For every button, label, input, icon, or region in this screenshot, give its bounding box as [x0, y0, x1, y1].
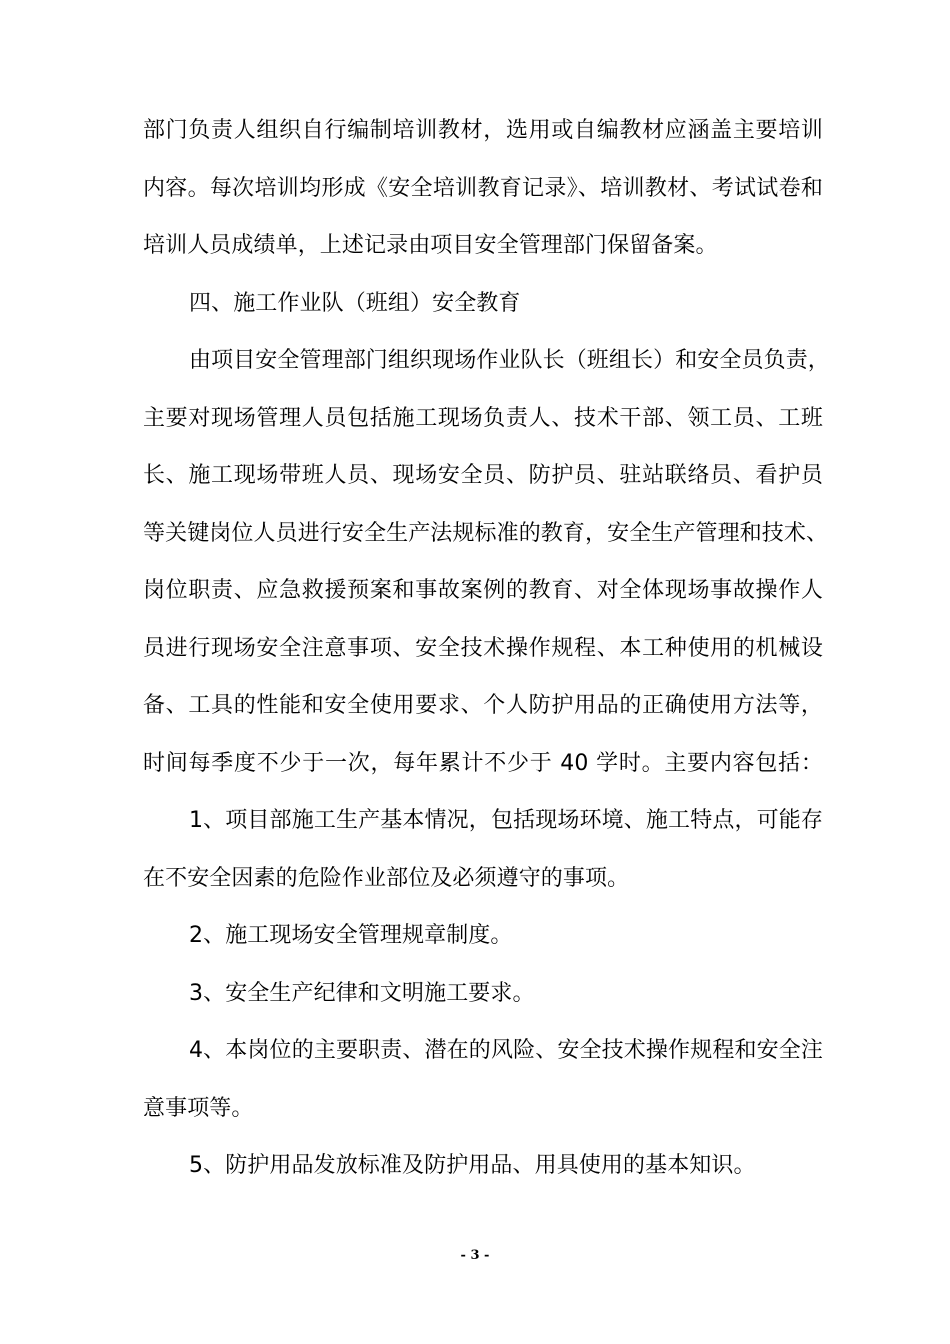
text-line: 培训人员成绩单，上述记录由项目安全管理部门保留备案。 — [143, 233, 718, 258]
text-line: 2、施工现场安全管理规章制度。 — [189, 923, 513, 948]
text-line: 部门负责人组织自行编制培训教材，选用或自编教材应涵盖主要培训 — [143, 118, 823, 143]
text-line: 四、施工作业队（班组）安全教育 — [189, 290, 521, 316]
text-line: 员进行现场安全注意事项、安全技术操作规程、本工种使用的机械设 — [143, 635, 823, 661]
text-line: 等关键岗位人员进行安全生产法规标准的教育，安全生产管理和技术、 — [143, 520, 829, 546]
text-line: 1、项目部施工生产基本情况，包括现场环境、施工特点，可能存 — [189, 808, 823, 833]
text-line: 4、本岗位的主要职责、潜在的风险、安全技术操作规程和安全注 — [189, 1038, 823, 1063]
text-line: 由项目安全管理部门组织现场作业队长（班组长）和安全员负责， — [189, 348, 830, 373]
text-line: 内容。每次培训均形成《安全培训教育记录》、培训教材、考试试卷和 — [143, 175, 823, 201]
text-line: 在不安全因素的危险作业部位及必须遵守的事项。 — [143, 865, 630, 891]
text-line: 岗位职责、应急救援预案和事故案例的教育、对全体现场事故操作人 — [143, 578, 823, 603]
text-line: 5、防护用品发放标准及防护用品、用具使用的基本知识。 — [189, 1153, 756, 1178]
text-line: 时间每季度不少于一次，每年累计不少于 40 学时。主要内容包括： — [143, 750, 823, 776]
page-number: - 3 - — [460, 1248, 490, 1263]
text-line: 主要对现场管理人员包括施工现场负责人、技术干部、领工员、工班 — [143, 405, 823, 431]
text-line: 备、工具的性能和安全使用要求、个人防护用品的正确使用方法等， — [143, 693, 823, 718]
document-body — [143, 102, 830, 1195]
text-line: 意事项等。 — [143, 1095, 254, 1121]
text-line: 3、安全生产纪律和文明施工要求。 — [189, 980, 535, 1006]
text-line: 长、施工现场带班人员、现场安全员、防护员、驻站联络员、看护员 — [143, 463, 823, 488]
